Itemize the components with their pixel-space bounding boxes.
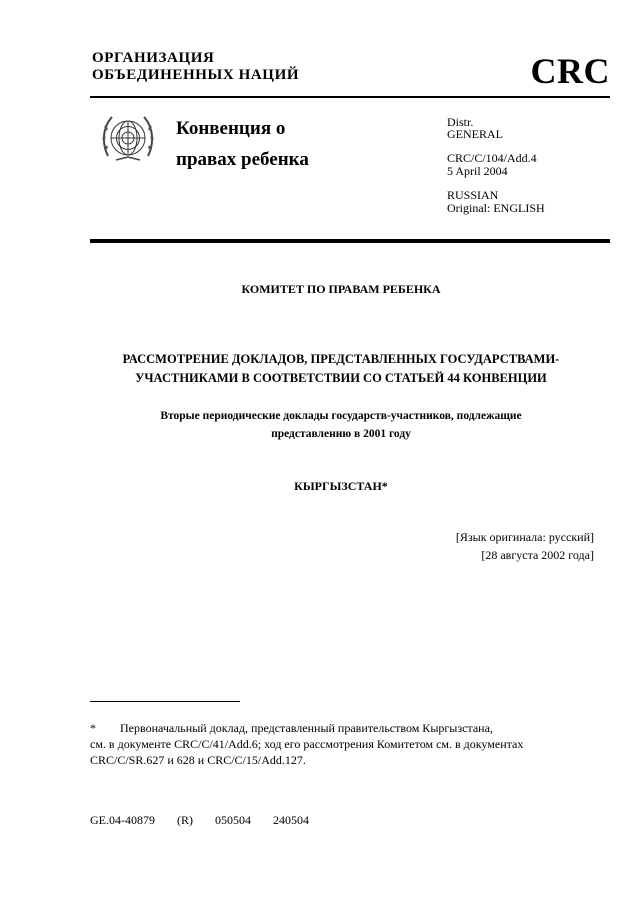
document-subheading bbox=[90, 407, 592, 443]
document-code: CRC bbox=[530, 51, 610, 91]
org-name-line2: ОБЪЕДИНЕННЫХ НАЦИЙ bbox=[92, 67, 300, 83]
convention-title-line1: Конвенция о bbox=[176, 118, 286, 139]
country-title: КЫРГЫЗСТАН* bbox=[294, 479, 388, 493]
footnote-rule bbox=[90, 701, 240, 702]
meta-distr: Distr. bbox=[447, 115, 474, 129]
job-number-code: GE.04-40879 bbox=[90, 813, 155, 827]
document-heading bbox=[90, 350, 592, 388]
job-number bbox=[90, 813, 331, 828]
subheading-line2: представлению в 2001 году bbox=[271, 428, 411, 440]
header-bottom-rule bbox=[90, 239, 610, 243]
footnote bbox=[90, 720, 590, 768]
subheading-line1: Вторые периодические доклады государств-участников, подлежащие bbox=[160, 410, 522, 422]
footnote-line2: см. в документе CRC/C/41/Add.6; ход его рассмотрения Комитетом см. в документах bbox=[90, 737, 524, 751]
header-rule bbox=[90, 96, 610, 98]
original-date-note: [28 августа 2002 года] bbox=[481, 548, 594, 562]
convention-title-line2: правах ребенка bbox=[176, 149, 309, 170]
meta-date: 5 April 2004 bbox=[447, 164, 508, 178]
footnote-mark: * bbox=[90, 721, 96, 735]
original-language-note: [Язык оригинала: русский] bbox=[455, 530, 594, 544]
job-number-date1: 050504 bbox=[215, 813, 251, 827]
footnote-line3: CRC/C/SR.627 и 628 и CRC/C/15/Add.127. bbox=[90, 753, 306, 767]
footnote-line1: Первоначальный доклад, представленный правительством Кыргызстана, bbox=[120, 721, 493, 735]
job-number-lang: (R) bbox=[177, 813, 193, 827]
org-name-line1: ОРГАНИЗАЦИЯ bbox=[92, 50, 215, 66]
un-emblem-icon bbox=[98, 110, 158, 170]
heading-line2: УЧАСТНИКАМИ В СООТВЕТСТВИИ СО СТАТЬЕЙ 44 КОНВЕНЦИИ bbox=[135, 371, 547, 385]
meta-language: RUSSIAN bbox=[447, 188, 499, 202]
meta-symbol: CRC/C/104/Add.4 bbox=[447, 151, 537, 165]
heading-line1: РАССМОТРЕНИЕ ДОКЛАДОВ, ПРЕДСТАВЛЕННЫХ ГОСУДАРСТВАМИ- bbox=[122, 352, 560, 366]
committee-title: КОМИТЕТ ПО ПРАВАМ РЕБЕНКА bbox=[241, 282, 441, 296]
meta-original: Original: ENGLISH bbox=[447, 201, 545, 215]
meta-distribution: GENERAL bbox=[447, 127, 503, 141]
job-number-date2: 240504 bbox=[273, 813, 309, 827]
